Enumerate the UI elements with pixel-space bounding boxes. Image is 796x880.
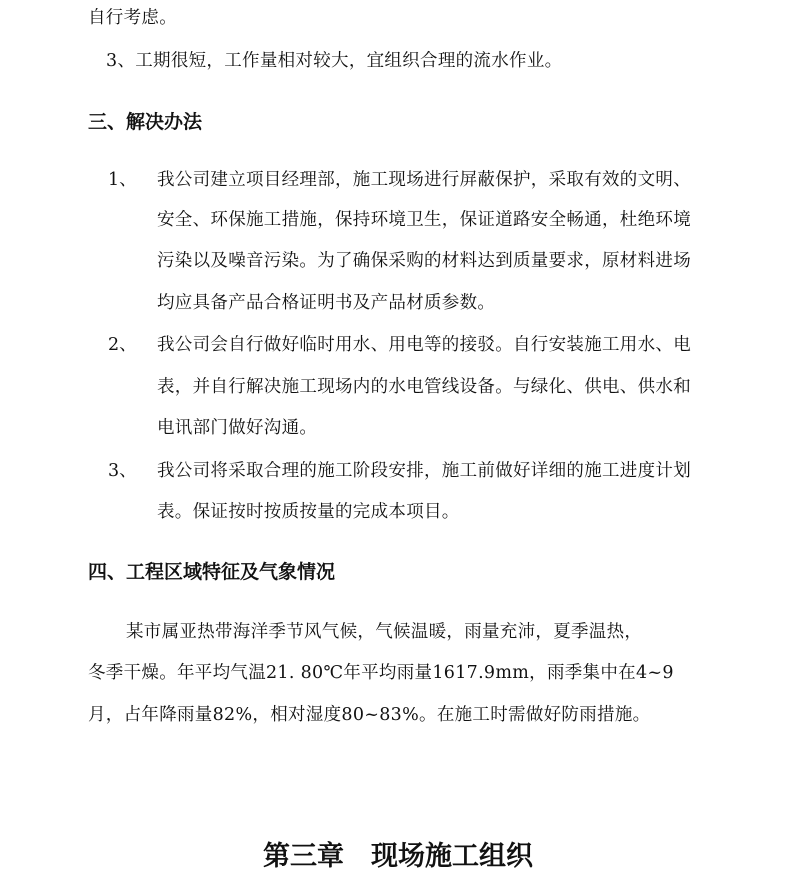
list-item-line: 安全、环保施工措施，保持环境卫生，保证道路安全畅通，杜绝环境	[157, 210, 691, 230]
list-item-line: 表。保证按时按质按量的完成本项目。	[157, 502, 460, 522]
list-number: 3、	[108, 461, 137, 481]
list-item-line: 我公司会自行做好临时用水、用电等的接驳。自行安装施工用水、电	[157, 335, 691, 355]
text-line: 3、工期很短，工作量相对较大，宜组织合理的流水作业。	[106, 51, 563, 71]
list-item-line: 我公司将采取合理的施工阶段安排，施工前做好详细的施工进度计划	[157, 461, 691, 481]
list-item-line: 表，并自行解决施工现场内的水电管线设备。与绿化、供电、供水和	[157, 377, 691, 397]
list-item-line: 电讯部门做好沟通。	[157, 418, 318, 438]
list-item-line: 我公司建立项目经理部，施工现场进行屏蔽保护，采取有效的文明、	[157, 170, 691, 190]
list-number: 1、	[108, 170, 137, 190]
text-line: 自行考虑。	[88, 8, 177, 28]
paragraph-line: 月，占年降雨量82%，相对湿度80~83%。在施工时需做好防雨措施。	[88, 705, 651, 725]
list-item-line: 污染以及噪音污染。为了确保采购的材料达到质量要求，原材料进场	[157, 251, 691, 271]
paragraph-line: 某市属亚热带海洋季节风气候，气候温暖，雨量充沛，夏季温热，	[126, 622, 643, 642]
section-heading: 四、工程区域特征及气象情况	[88, 561, 336, 583]
chapter-title: 第三章 现场施工组织	[263, 841, 533, 872]
paragraph-line: 冬季干燥。年平均气温21. 80℃年平均雨量1617.9mm，雨季集中在4~9	[88, 663, 674, 683]
section-heading: 三、解决办法	[88, 111, 203, 133]
list-number: 2、	[108, 335, 137, 355]
list-item-line: 均应具备产品合格证明书及产品材质参数。	[157, 293, 496, 313]
